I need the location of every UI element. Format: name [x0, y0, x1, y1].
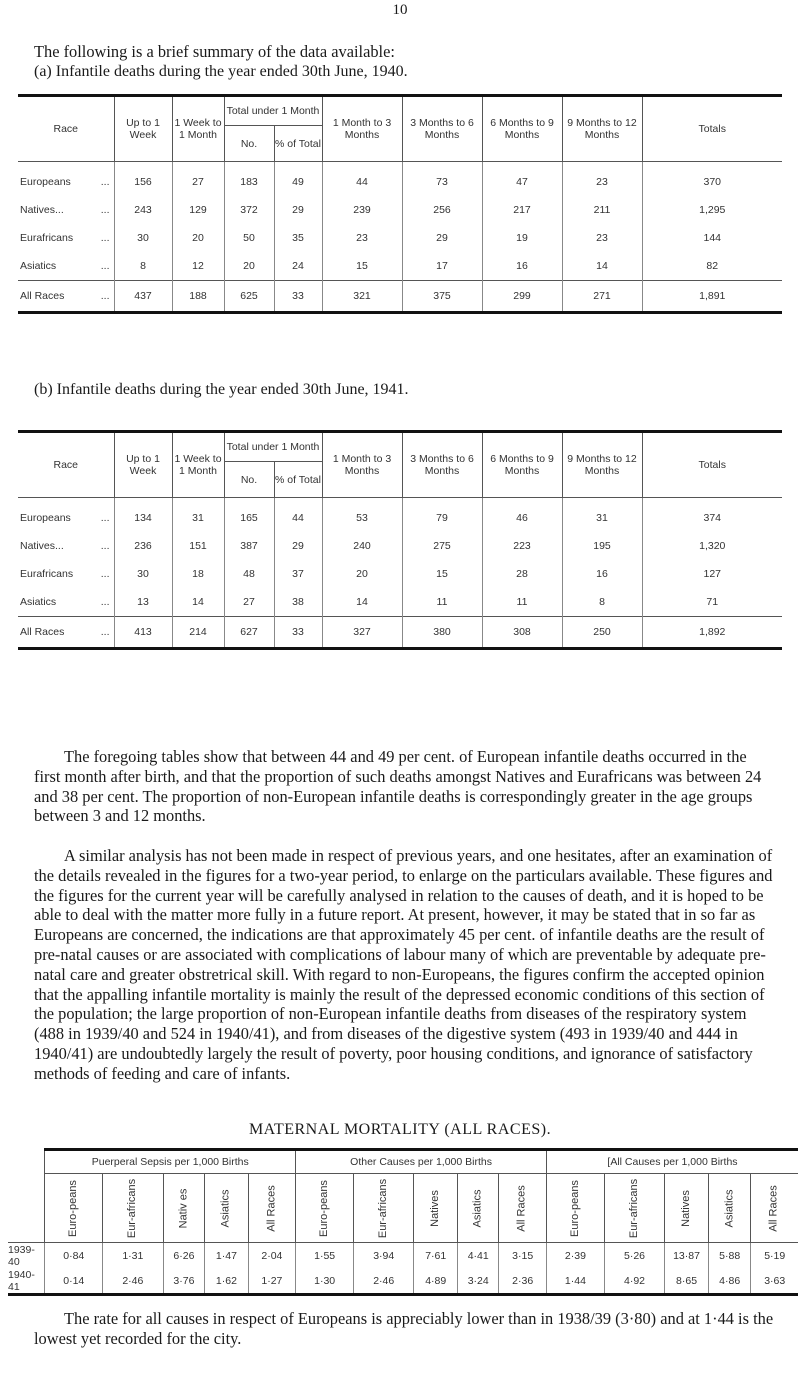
table-body-1940 — [18, 162, 782, 313]
table-cell: 79 — [402, 498, 482, 533]
table-cell: 29 — [274, 532, 322, 560]
table-cell: 20 — [172, 224, 224, 252]
subcol-eurafricans: Eur-africans — [604, 1174, 664, 1243]
header-3-to-6-months: 3 Months to 6 Months — [402, 432, 482, 498]
table-cell: 18 — [172, 560, 224, 588]
table-cell: 28 — [482, 560, 562, 588]
header-9-to-12-months: 9 Months to 12 Months — [562, 96, 642, 162]
table-cell: 13 — [114, 588, 172, 617]
table-cell: 3·24 — [458, 1268, 499, 1295]
header-up-to-1-week: Up to 1 Week — [114, 96, 172, 162]
header-total-under-1-month: Total under 1 Month — [224, 432, 322, 462]
table-cell: 1·62 — [205, 1268, 248, 1295]
table-row — [18, 162, 782, 197]
table-row — [18, 532, 782, 560]
table-cell: 33 — [274, 281, 322, 313]
race-label — [18, 252, 114, 281]
caption-1940: (a) Infantile deaths during the year ended 30th June, 1940. — [34, 62, 408, 80]
paragraph-2: A similar analysis has not been made in respect of previous years, and one hesitates, after an examination of the details revealed in the figures for a two-year period, to enlarge on the particulars available. These figures and the figures for the current year will be carefully analysed in relation to the causes of death, and it is hoped to be able to deal with the matter more fully in a future report. At present, however, it may be stated that in so far as Europeans are concerned, the indications are that approximately 45 per cent. of infantile deaths are the result of pre-natal causes or are associated with complications of labour many of which are preventable by adequate pre-natal care and greater obstretrical skill. With regard to non-Europeans, the figures confirm the accepted opinion that the appalling infantile mortality is mainly the result of the depressed economic conditions of this section of the population; the large proportion of non-European infantile deaths from diseases of the respiratory system (488 in 1939/40 and 524 in 1940/41), and from diseases of the digestive system (493 in 1939/40 and 444 in 1940/41) are undoubtedly largely the result of poverty, poor housing conditions, and ignorance of satisfactory methods of feeding and care of infants. — [34, 846, 773, 1083]
table-cell: 23 — [322, 224, 402, 252]
subcol-europeans: Euro-peans — [546, 1174, 604, 1243]
table-cell: 20 — [322, 560, 402, 588]
table-cell: 327 — [322, 617, 402, 649]
table-cell: 5·88 — [708, 1243, 751, 1269]
table-cell: 16 — [482, 252, 562, 281]
race-label — [18, 224, 114, 252]
race-label — [18, 617, 114, 649]
paragraph-1: The foregoing tables show that between 44 and 49 per cent. of European infantile deaths occurred in the first month after birth, and that the proportion of such deaths amongst Natives and Eurafricans was between 24 and 38 per cent. The proportion of non-European infantile deaths is correspondingly greater in the age groups between 3 and 12 months. — [34, 747, 762, 826]
infant-deaths-table-1940 — [18, 94, 782, 314]
table-cell: 413 — [114, 617, 172, 649]
table-row — [18, 224, 782, 252]
infant-deaths-table-1941 — [18, 430, 782, 650]
table-cell: 236 — [114, 532, 172, 560]
table-cell: 12 — [172, 252, 224, 281]
table-cell: 44 — [274, 498, 322, 533]
page-number: 10 — [392, 2, 408, 18]
table-cell: 1,295 — [642, 196, 782, 224]
table-cell: 15 — [322, 252, 402, 281]
table-cell: 0·14 — [45, 1268, 103, 1295]
table-cell: 217 — [482, 196, 562, 224]
table-cell: 1·31 — [103, 1243, 163, 1269]
table-cell: 625 — [224, 281, 274, 313]
table-cell: 5·19 — [751, 1243, 798, 1269]
maternal-heading: MATERNAL MORTALITY (ALL RACES). — [248, 1121, 552, 1138]
table-cell: 165 — [224, 498, 274, 533]
table-cell: 17 — [402, 252, 482, 281]
leader-dots: ... — [100, 540, 110, 552]
header-race: Race — [18, 96, 114, 162]
table-cell: 299 — [482, 281, 562, 313]
leader-dots: ... — [100, 260, 110, 272]
table-cell: 23 — [562, 162, 642, 197]
table-cell: 15 — [402, 560, 482, 588]
table-cell: 127 — [642, 560, 782, 588]
year-label: 1940-41 — [8, 1268, 45, 1295]
table-cell: 27 — [172, 162, 224, 197]
table-cell: 437 — [114, 281, 172, 313]
table-cell: 151 — [172, 532, 224, 560]
table-cell: 73 — [402, 162, 482, 197]
table-cell: 29 — [402, 224, 482, 252]
race-label — [18, 560, 114, 588]
table-cell: 14 — [172, 588, 224, 617]
table-cell: 16 — [562, 560, 642, 588]
subcol-natives: Natives — [414, 1174, 458, 1243]
leader-dots: ... — [100, 290, 110, 302]
table-cell: 374 — [642, 498, 782, 533]
table-cell: 3·15 — [499, 1243, 547, 1269]
table-cell: 4·89 — [414, 1268, 458, 1295]
table-cell: 0·84 — [45, 1243, 103, 1269]
table-cell: 195 — [562, 532, 642, 560]
blank-corner-2 — [8, 1174, 45, 1243]
table-cell: 239 — [322, 196, 402, 224]
table-cell: 3·76 — [163, 1268, 205, 1295]
table-cell: 1·44 — [546, 1268, 604, 1295]
table-cell: 33 — [274, 617, 322, 649]
table-cell: 3·94 — [354, 1243, 414, 1269]
table-cell: 48 — [224, 560, 274, 588]
subcol-natives: Natives — [665, 1174, 709, 1243]
table-cell: 627 — [224, 617, 274, 649]
header-1-week-to-1-month: 1 Week to 1 Month — [172, 432, 224, 498]
race-name: Eurafricans — [20, 232, 74, 244]
table-cell: 30 — [114, 560, 172, 588]
table-cell: 2·46 — [354, 1268, 414, 1295]
leader-dots: ... — [100, 596, 110, 608]
table-cell: 49 — [274, 162, 322, 197]
leader-dots: ... — [100, 232, 110, 244]
header-1-to-3-months: 1 Month to 3 Months — [322, 96, 402, 162]
leader-dots: ... — [100, 626, 110, 638]
table-cell: 271 — [562, 281, 642, 313]
race-label — [18, 498, 114, 533]
table-cell: 308 — [482, 617, 562, 649]
table-cell: 4·41 — [458, 1243, 499, 1269]
group-puerperal-sepsis: Puerperal Sepsis per 1,000 Births — [45, 1150, 296, 1174]
table-row — [8, 1268, 798, 1295]
leader-dots: ... — [100, 204, 110, 216]
header-up-to-1-week: Up to 1 Week — [114, 432, 172, 498]
race-name: Asiatics — [20, 260, 57, 272]
subcol-eurafricans: Eur-africans — [103, 1174, 163, 1243]
table-cell: 2·04 — [248, 1243, 296, 1269]
table-cell: 30 — [114, 224, 172, 252]
table-cell: 5·26 — [604, 1243, 664, 1269]
blank-corner — [8, 1150, 45, 1174]
subcol-all-races: All Races — [499, 1174, 547, 1243]
table-cell: 214 — [172, 617, 224, 649]
table-cell: 20 — [224, 252, 274, 281]
table-cell: 71 — [642, 588, 782, 617]
table-cell: 38 — [274, 588, 322, 617]
table-cell: 6·26 — [163, 1243, 205, 1269]
header-6-to-9-months: 6 Months to 9 Months — [482, 96, 562, 162]
table-row — [8, 1243, 798, 1269]
table-cell: 19 — [482, 224, 562, 252]
table-cell: 321 — [322, 281, 402, 313]
table-cell: 13·87 — [665, 1243, 709, 1269]
table-cell: 156 — [114, 162, 172, 197]
table-row — [18, 617, 782, 649]
caption-1941: (b) Infantile deaths during the year ended 30th June, 1941. — [34, 381, 409, 398]
subcol-all-races: All Races — [248, 1174, 296, 1243]
table-row — [18, 498, 782, 533]
table-cell: 372 — [224, 196, 274, 224]
table-row — [18, 588, 782, 617]
table-cell: 183 — [224, 162, 274, 197]
table-cell: 188 — [172, 281, 224, 313]
table-row — [18, 560, 782, 588]
leader-dots: ... — [100, 176, 110, 188]
table-cell: 2·36 — [499, 1268, 547, 1295]
leader-dots: ... — [100, 568, 110, 580]
table-cell: 4·92 — [604, 1268, 664, 1295]
table-cell: 37 — [274, 560, 322, 588]
table-cell: 11 — [482, 588, 562, 617]
header-1-week-to-1-month: 1 Week to 1 Month — [172, 96, 224, 162]
table-cell: 380 — [402, 617, 482, 649]
table-cell: 35 — [274, 224, 322, 252]
header-no: No. — [224, 126, 274, 162]
table-cell: 275 — [402, 532, 482, 560]
table-cell: 46 — [482, 498, 562, 533]
maternal-body — [8, 1243, 798, 1295]
race-name: Natives... — [20, 204, 64, 216]
intro-line: The following is a brief summary of the data available: — [34, 42, 395, 61]
table-cell: 1·27 — [248, 1268, 296, 1295]
table-cell: 223 — [482, 532, 562, 560]
group-all-causes: [All Causes per 1,000 Births — [546, 1150, 798, 1174]
intro-block — [34, 42, 774, 82]
table-cell: 240 — [322, 532, 402, 560]
table-cell: 7·61 — [414, 1243, 458, 1269]
subcol-europeans: Euro-peans — [296, 1174, 354, 1243]
race-label — [18, 532, 114, 560]
table-cell: 375 — [402, 281, 482, 313]
table-cell: 134 — [114, 498, 172, 533]
race-label — [18, 588, 114, 617]
subcol-all-races: All Races — [751, 1174, 798, 1243]
leader-dots: ... — [100, 512, 110, 524]
table-body-1941 — [18, 498, 782, 649]
header-3-to-6-months: 3 Months to 6 Months — [402, 96, 482, 162]
table-cell: 144 — [642, 224, 782, 252]
table-cell: 31 — [172, 498, 224, 533]
table-row — [18, 252, 782, 281]
header-total-under-1-month: Total under 1 Month — [224, 96, 322, 126]
table-cell: 387 — [224, 532, 274, 560]
table-cell: 1,320 — [642, 532, 782, 560]
closing-paragraph: The rate for all causes in respect of Europeans is appreciably lower than in 1938/39 (3·80) and at 1·44 is the lowest yet recorded for the city. — [34, 1309, 774, 1348]
header-pct-total: % of Total — [274, 126, 322, 162]
race-name: Asiatics — [20, 596, 57, 608]
header-no: No. — [224, 462, 274, 498]
race-label — [18, 196, 114, 224]
table-cell: 50 — [224, 224, 274, 252]
table-cell: 14 — [562, 252, 642, 281]
race-name: All Races — [20, 290, 65, 302]
header-pct-total: % of Total — [274, 462, 322, 498]
table-cell: 82 — [642, 252, 782, 281]
table-cell: 243 — [114, 196, 172, 224]
header-totals: Totals — [642, 96, 782, 162]
header-1-to-3-months: 1 Month to 3 Months — [322, 432, 402, 498]
table-cell: 250 — [562, 617, 642, 649]
table-cell: 44 — [322, 162, 402, 197]
race-name: Natives... — [20, 540, 64, 552]
table-cell: 27 — [224, 588, 274, 617]
table-cell: 11 — [402, 588, 482, 617]
table-cell: 370 — [642, 162, 782, 197]
table-cell: 8 — [562, 588, 642, 617]
table-cell: 211 — [562, 196, 642, 224]
table-cell: 4·86 — [708, 1268, 751, 1295]
subcol-asiatics: Asiatics — [205, 1174, 248, 1243]
race-label — [18, 162, 114, 197]
table-cell: 8 — [114, 252, 172, 281]
table-cell: 31 — [562, 498, 642, 533]
table-row — [18, 196, 782, 224]
table-cell: 129 — [172, 196, 224, 224]
table-cell: 24 — [274, 252, 322, 281]
subcol-asiatics: Asiatics — [458, 1174, 499, 1243]
subcol-europeans: Euro-peans — [45, 1174, 103, 1243]
race-name: Europeans — [20, 512, 71, 524]
table-cell: 1,892 — [642, 617, 782, 649]
table-cell: 14 — [322, 588, 402, 617]
group-other-causes: Other Causes per 1,000 Births — [296, 1150, 547, 1174]
table-cell: 256 — [402, 196, 482, 224]
header-6-to-9-months: 6 Months to 9 Months — [482, 432, 562, 498]
race-name: Europeans — [20, 176, 71, 188]
table-cell: 2·46 — [103, 1268, 163, 1295]
header-race: Race — [18, 432, 114, 498]
table-cell: 29 — [274, 196, 322, 224]
table-cell: 1·47 — [205, 1243, 248, 1269]
race-name: Eurafricans — [20, 568, 74, 580]
table-cell: 1·30 — [296, 1268, 354, 1295]
table-cell: 8·65 — [665, 1268, 709, 1295]
table-cell: 2·39 — [546, 1243, 604, 1269]
year-label: 1939-40 — [8, 1243, 35, 1268]
table-cell: 3·63 — [751, 1268, 798, 1295]
table-cell: 1·55 — [296, 1243, 354, 1269]
race-name: All Races — [20, 626, 65, 638]
subcol-natives: Nativ es — [163, 1174, 205, 1243]
subcol-eurafricans: Eur-africans — [354, 1174, 414, 1243]
race-label — [18, 281, 114, 313]
table-cell: 23 — [562, 224, 642, 252]
table-cell: 47 — [482, 162, 562, 197]
table-cell: 53 — [322, 498, 402, 533]
header-totals: Totals — [642, 432, 782, 498]
subcol-asiatics: Asiatics — [708, 1174, 751, 1243]
table-cell: 1,891 — [642, 281, 782, 313]
maternal-mortality-table — [8, 1148, 798, 1296]
table-row — [18, 281, 782, 313]
header-9-to-12-months: 9 Months to 12 Months — [562, 432, 642, 498]
